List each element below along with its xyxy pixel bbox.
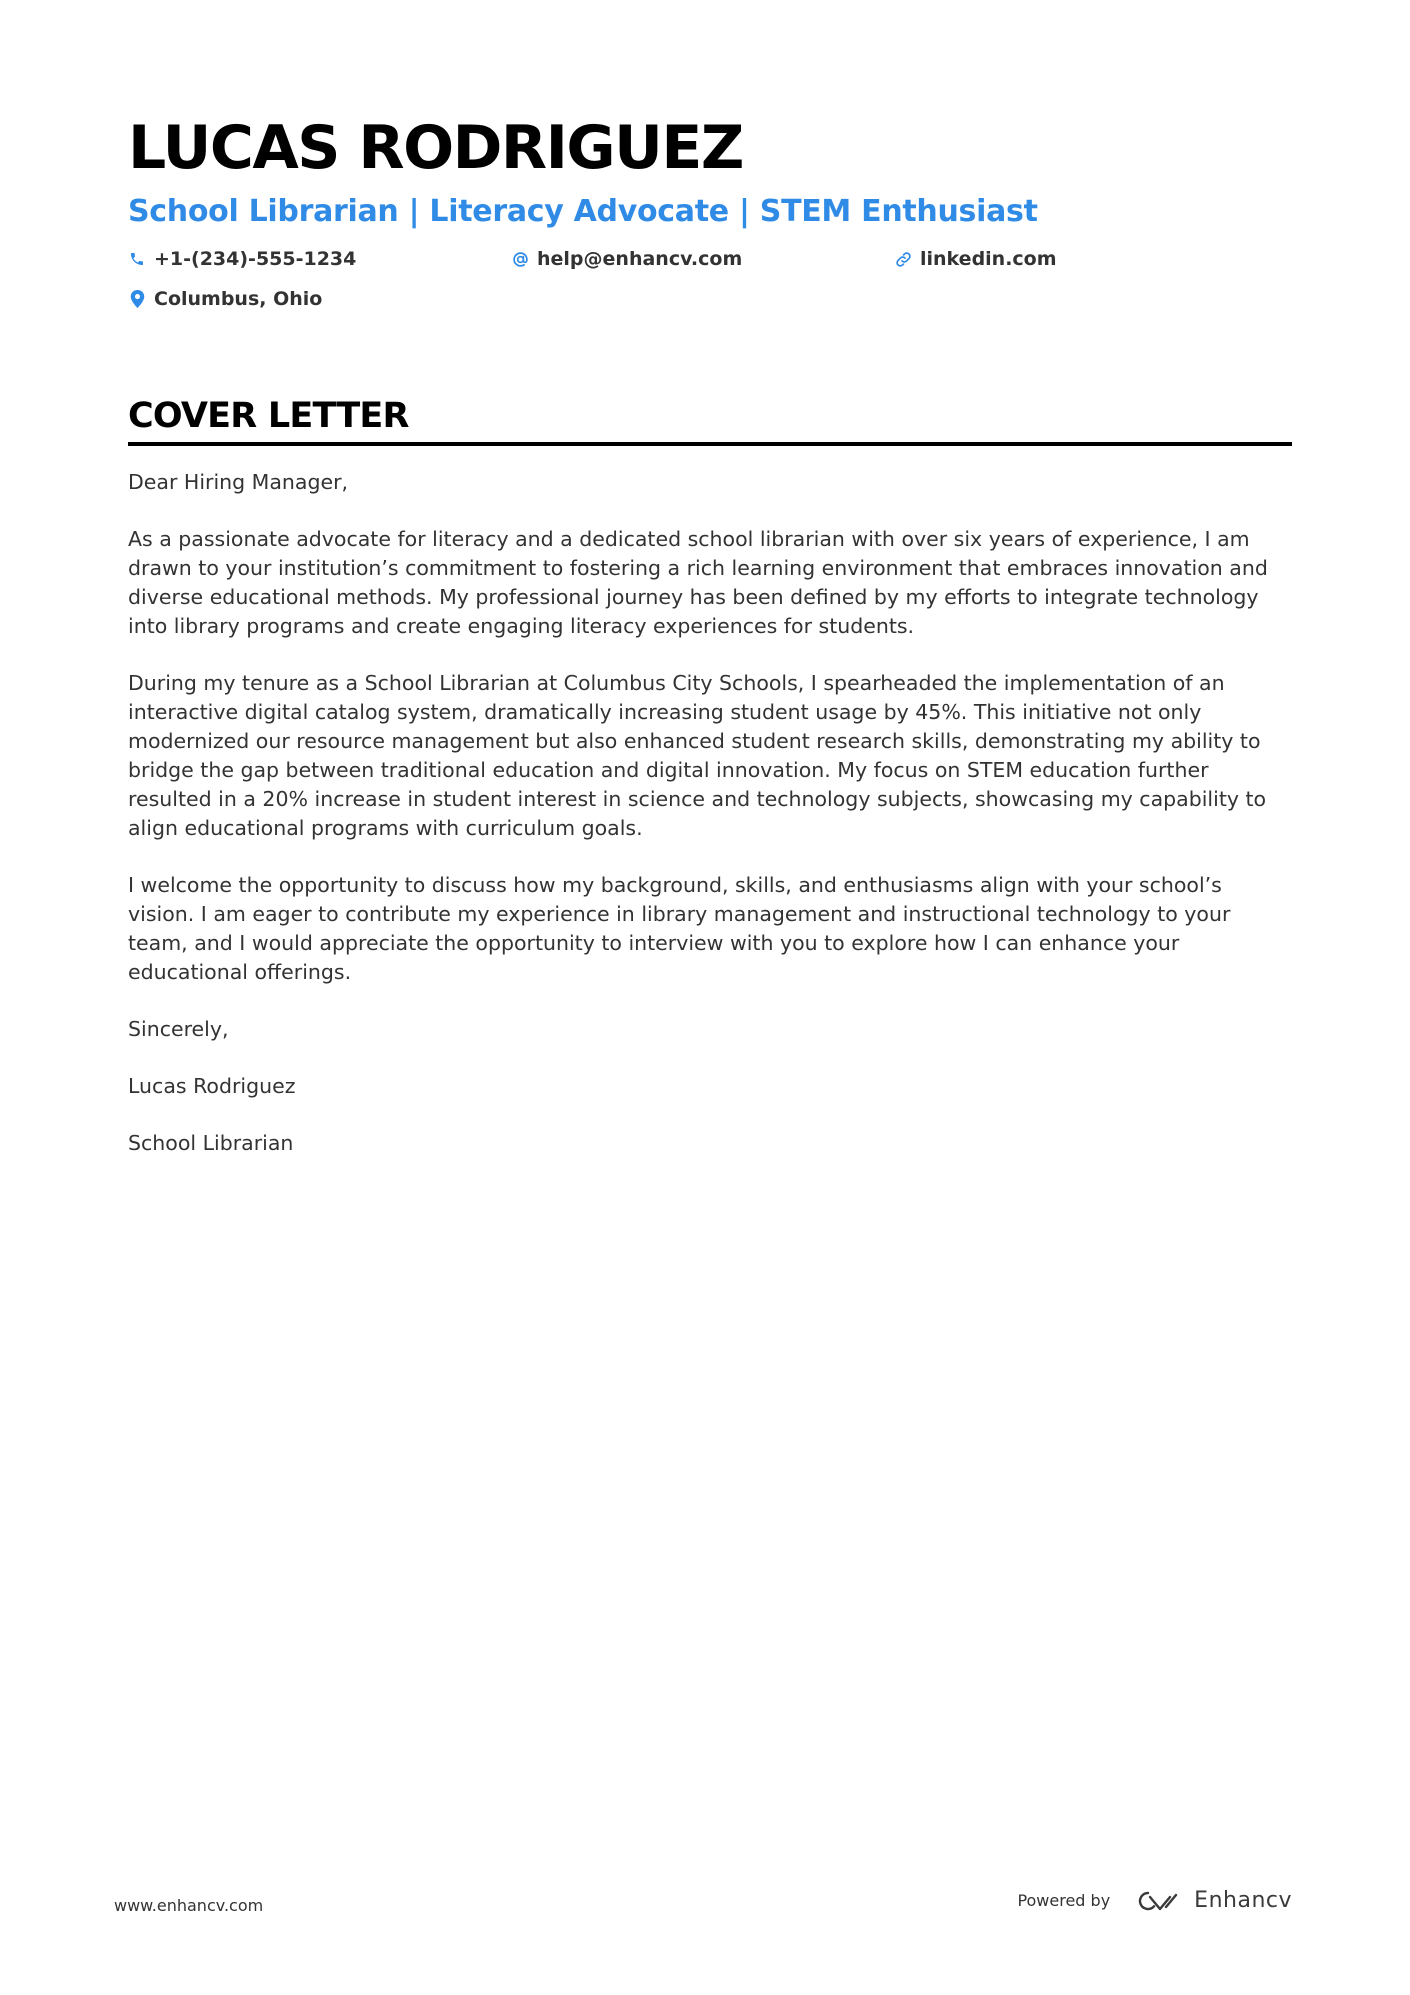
enhancv-logo-icon <box>1136 1889 1182 1913</box>
signature-title: School Librarian <box>128 1131 294 1155</box>
section-title: COVER LETTER <box>128 396 409 436</box>
cover-letter-section <box>128 393 1292 1186</box>
letter-body <box>128 468 1292 1158</box>
letter-paragraph: I welcome the opportunity to discuss how my background, skills, and enthusiasms align with your school’s vision. I am eager to contribute my experience in library management and instructional technology to your team, and I would appreciate the opportunity to interview with you to explore how I can enhance your educational offerings. <box>128 873 1231 984</box>
link-icon <box>894 250 912 268</box>
map-pin-icon <box>128 290 146 308</box>
contact-location <box>128 284 322 314</box>
footer-website[interactable]: www.enhancv.com <box>114 1896 264 1915</box>
location-text: Columbus, Ohio <box>154 288 323 310</box>
link-text: linkedin.com <box>920 248 1057 270</box>
letter-closing: Sincerely, <box>128 1017 229 1041</box>
phone-icon <box>128 250 146 268</box>
email-text: help@enhancv.com <box>537 248 743 270</box>
signature-name: Lucas Rodriguez <box>128 1074 296 1098</box>
candidate-name: LUCAS RODRIGUEZ <box>128 113 743 183</box>
contact-email[interactable] <box>511 244 742 274</box>
phone-text: +1-(234)-555-1234 <box>154 248 357 270</box>
contact-phone <box>128 244 356 274</box>
header <box>128 108 1292 328</box>
contact-link[interactable] <box>894 244 1057 274</box>
brand-name: Enhancv <box>1194 1888 1292 1913</box>
section-divider <box>128 442 1292 446</box>
letter-paragraph: As a passionate advocate for literacy and a dedicated school librarian with over six years of experience, I am drawn to your institution’s commitment to fostering a rich learning environment that embraces innovation and diverse educational methods. My professional journey has been defined by my efforts to integrate technology into library programs and create engaging literacy experiences for students. <box>128 527 1268 638</box>
powered-by-label: Powered by <box>1017 1891 1111 1910</box>
letter-paragraph: During my tenure as a School Librarian at Columbus City Schools, I spearheaded the implementation of an interactive digital catalog system, dramatically increasing student usage by 45%. This initiative not only modernized our resource management but also enhanced student research skills, demonstrating my ability to bridge the gap between traditional education and digital innovation. My focus on STEM education further resulted in a 20% increase in student interest in science and technology subjects, showcasing my capability to align educational programs with curriculum goals. <box>128 671 1267 840</box>
contact-info <box>128 244 1292 328</box>
footer-branding[interactable] <box>1017 1888 1292 1913</box>
at-icon <box>511 250 529 268</box>
candidate-subtitle: School Librarian | Literacy Advocate | STEM Enthusiast <box>128 194 1038 229</box>
letter-greeting: Dear Hiring Manager, <box>128 470 349 494</box>
